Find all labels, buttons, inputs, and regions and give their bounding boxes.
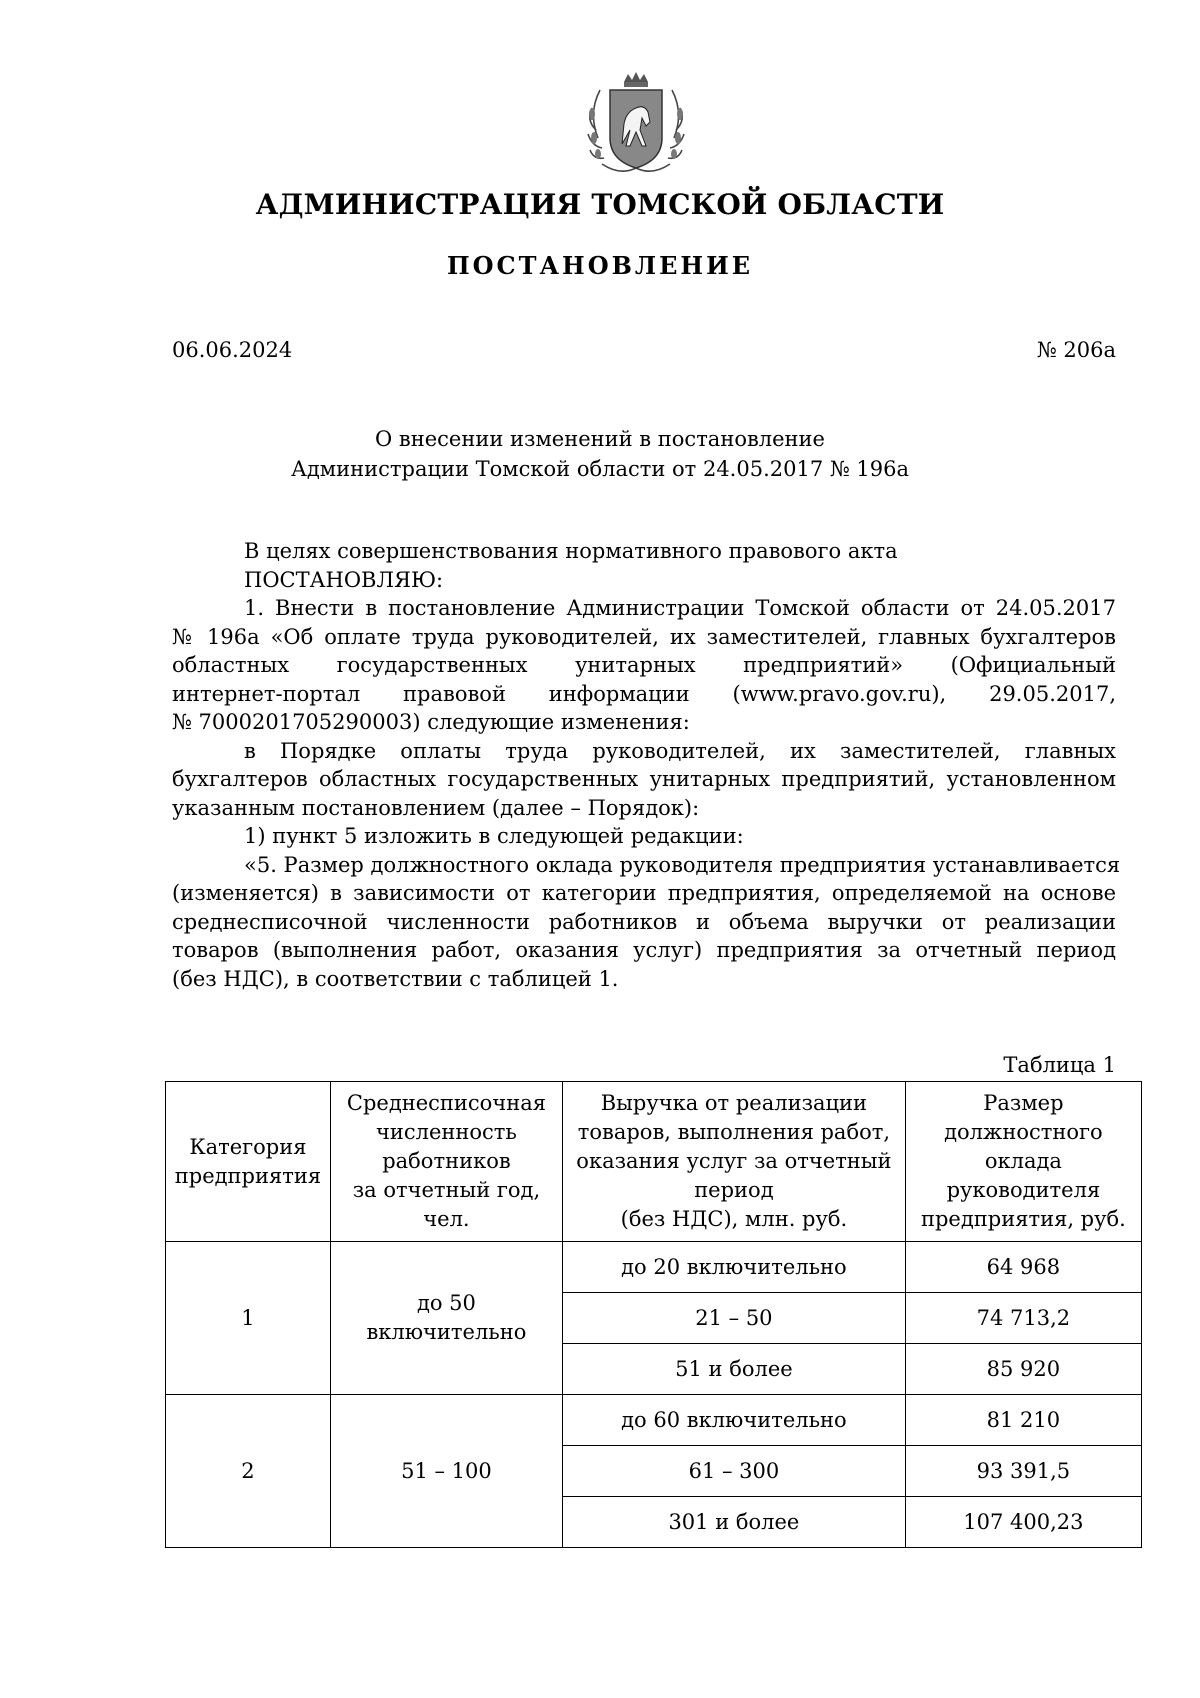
paragraph-line: бухгалтеров областных государственных унитарных предприятий, установленном [172,767,1116,791]
category-cell: 1 [166,1242,331,1395]
headcount-text: 51 – 100 [401,1458,492,1483]
document-date: 06.06.2024 [172,338,293,362]
headcount-cell [330,1242,562,1395]
paragraph-line: 1. Внести в постановление Администрации Томской области от 24.05.2017 [244,596,1116,620]
revenue-cell: до 60 включительно [563,1395,906,1446]
paragraph-line: областных государственных унитарных предприятий» (Официальный [172,653,1116,677]
header-text: предприятия, руб. [920,1207,1126,1231]
paragraph-line: 1) пункт 5 изложить в следующей редакции: [244,824,744,848]
salary-cell: 85 920 [905,1344,1141,1395]
salary-cell: 81 210 [905,1395,1141,1446]
header-headcount [330,1082,562,1242]
header-text: Выручка от реализации [600,1091,868,1115]
document-number: № 206а [1036,338,1116,362]
organization-title: АДМИНИСТРАЦИЯ ТОМСКОЙ ОБЛАСТИ [255,188,945,221]
document-subject [0,424,1200,484]
revenue-cell: до 20 включительно [563,1242,906,1293]
paragraph-line: «5. Размер должностного оклада руководителя предприятия устанавливается [244,852,1121,877]
salary-cell: 93 391,5 [905,1446,1141,1497]
subject-line: О внесении изменений в постановление [375,427,825,451]
paragraph-line: № 196а «Об оплате труда руководителей, их заместителей, главных бухгалтеров [172,624,1116,649]
header-text: Категория [189,1134,307,1159]
paragraph-line: указанным постановлением (далее – Порядок): [172,795,700,820]
headcount-cell [330,1395,562,1548]
header-text: за отчетный год, [352,1178,541,1202]
header-text: предприятия [174,1163,322,1188]
paragraph-resolve: ПОСТАНОВЛЯЮ: [244,567,444,592]
headcount-text: до 50 [416,1291,476,1315]
header-text: чел. [423,1207,470,1231]
table-row [166,1395,1142,1446]
header-text: период [694,1178,774,1202]
salary-table [165,1081,1142,1548]
header-text: оказания услуг за отчетный [576,1149,892,1173]
header-text: (без НДС), млн. руб. [620,1207,848,1231]
headcount-text: включительно [366,1320,527,1344]
header-text: численность [376,1120,517,1144]
coat-of-arms-icon [580,68,692,180]
table-row [166,1242,1142,1293]
revenue-cell: 21 – 50 [563,1293,906,1344]
revenue-cell: 51 и более [563,1344,906,1395]
document-body [172,537,1121,993]
header-text: товаров, выполнения работ, [577,1120,891,1144]
salary-cell: 107 400,23 [905,1497,1141,1548]
header-category [166,1082,331,1242]
paragraph-line: (изменяется) в зависимости от категории предприятия, определяемой на основе [172,881,1116,905]
paragraph-line: среднесписочной численности работников и объема выручки от реализации [172,909,1116,934]
header-text: Среднесписочная [346,1091,546,1115]
table-header-row [166,1082,1142,1242]
salary-cell: 74 713,2 [905,1293,1141,1344]
document-type: ПОСТАНОВЛЕНИЕ [446,251,754,280]
revenue-cell: 301 и более [563,1497,906,1548]
header-text: Размер [983,1091,1064,1115]
paragraph-line: в Порядке оплаты труда руководителей, их заместителей, главных [244,738,1116,763]
salary-cell: 64 968 [905,1242,1141,1293]
table-caption: Таблица 1 [1003,1053,1116,1077]
paragraph-line: № 7000201705290003) следующие изменения: [172,710,690,734]
paragraph-line: (без НДС), в соответствии с таблицей 1. [172,966,619,991]
revenue-cell: 61 – 300 [563,1446,906,1497]
header-text: оклада [984,1149,1062,1173]
paragraph-line: интернет-портал правовой информации (www.pravo.gov.ru), 29.05.2017, [172,681,1116,706]
header-text: руководителя [946,1178,1101,1202]
paragraph-purpose: В целях совершенствования нормативного правового акта [244,539,898,563]
category-cell: 2 [166,1395,331,1548]
header-salary [905,1082,1141,1242]
header-revenue [563,1082,906,1242]
header-text: должностного [944,1120,1103,1144]
header-text: работников [382,1149,511,1173]
subject-line: Администрации Томской области от 24.05.2017 № 196а [290,457,910,481]
paragraph-line: товаров (выполнения работ, оказания услуг) предприятия за отчетный период [172,938,1116,962]
